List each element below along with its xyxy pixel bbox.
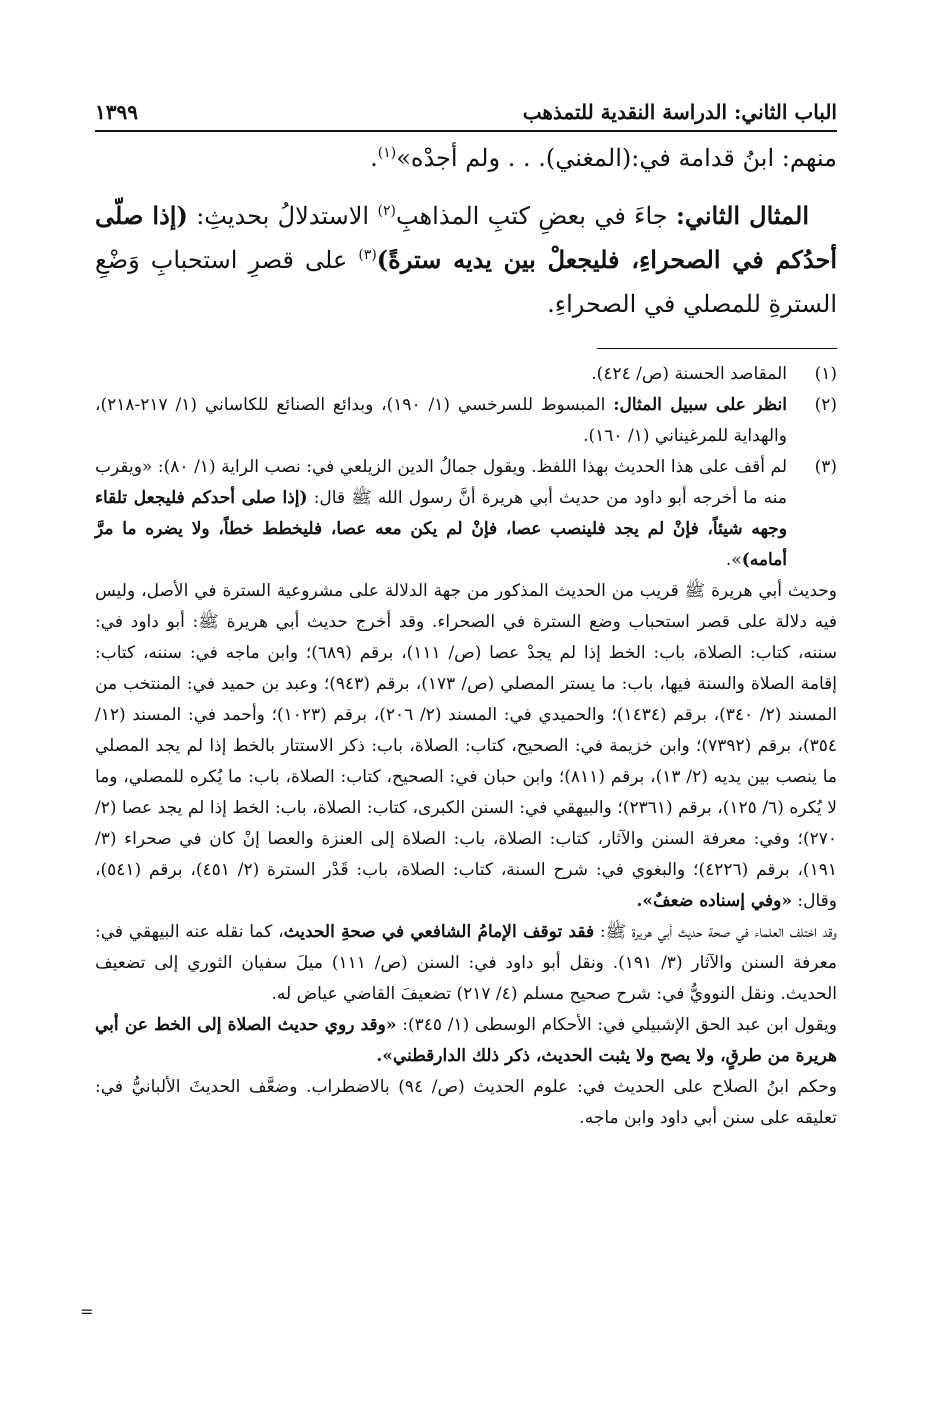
main-line-1-text: منهم: ابنُ قدامة في:(المغني). . . ولم أجدْه» xyxy=(396,144,837,172)
footnote-ref-2: (٢) xyxy=(377,203,396,219)
footnote-2-number: (٢) xyxy=(814,395,837,415)
footnote-2 xyxy=(95,390,837,452)
main-paragraph-2 xyxy=(95,194,837,326)
main-line-1-tail: . xyxy=(370,144,378,172)
footnote-3-text-1: لم أقف على هذا الحديث بهذا اللفظ. ويقول جمالُ الدين الزيلعي في: نصب الراية (١/ ٨٠): «ويقرب منه ما أخرجه أبو داود من حديث أبي هريرة أنَّ رسول الله ﷺ قال: xyxy=(95,457,787,508)
footnote-1-number: (١) xyxy=(814,364,837,384)
main-p2-text-2: الاستدلالُ بحديثِ: xyxy=(187,202,378,230)
footnote-1-text: المقاصد الحسنة (ص/ ٤٢٤). xyxy=(591,364,787,384)
footnote-ref-3: (٣) xyxy=(358,247,377,263)
footnote-3-text-3: ». xyxy=(725,550,742,570)
footnote-2-body xyxy=(95,390,787,452)
footnote-para-c-text: ويقول ابن عبد الحق الإشبيلي في: الأحكام الوسطى (١/ ٣٤٥): xyxy=(396,1015,837,1035)
footnote-para-a-quote: «وفي إسناده ضعفٌ». xyxy=(636,891,792,911)
footnote-para-b-text-2: ، كما نقله عنه البيهقي في: معرفة السنن والآثار (٣/ ١٩١). ونقل أبو داود في: السنن (ص/ ١١١) ميلَ سفيان الثوري إلى تضعيف الحديث. ونقل النوويُّ في: شرح صحيح مسلم (٤/ ٢١٧) تضعيفَ القاضي عياض له. xyxy=(95,922,837,1004)
footnote-3-paragraph-b xyxy=(95,917,837,1010)
continuation-mark: = xyxy=(80,1302,94,1321)
footnote-separator xyxy=(597,348,837,349)
main-line-1 xyxy=(95,136,837,180)
running-header xyxy=(95,100,837,132)
footnote-3-hadith: (إذا صلى أحدكم فليجعل تلقاء وجهه شيئاً، فإنْ لم يجد فلينصب عصا، فإنْ لم يكن معه عصا، فليخطط خطاً، ولا يضره ما مرَّ أمامه) xyxy=(95,488,787,570)
footnote-3-body xyxy=(95,452,787,576)
footnote-3-paragraph-c xyxy=(95,1010,837,1072)
example-lead: المثال الثاني: xyxy=(675,201,810,230)
footnote-1 xyxy=(95,359,837,390)
page-number: ١٣٩٩ xyxy=(95,100,138,124)
main-p2-text-3: على قصرِ استحبابِ وَضْعِ السترةِ للمصلي في الصحراءِ. xyxy=(95,246,837,318)
hadith-quote: (إذا صلّى أحدُكم في الصحراءِ، فليجعلْ بين يديه سترةً) xyxy=(95,201,837,274)
footnote-para-b-text-1: وقد اختلف العلماء في صحة حديث أبي هريرة ﷺ: xyxy=(594,922,837,942)
book-page xyxy=(95,100,837,1134)
footnote-3-number: (٣) xyxy=(814,457,837,477)
footnotes xyxy=(95,359,837,1134)
footnote-para-a-text: وحديث أبي هريرة ﷺ قريب من الحديث المذكور من جهة الدلالة على مشروعية السترة في الأصل، وليس فيه دلالة على قصر استحباب وضع السترة في الصحراء. وقد أخرج حديث أبي هريرة ﷺ: أبو داود في: سننه، كتاب: الصلاة، باب: الخط إذا لم يجدْ عصا (ص/ ١١١)، برقم (٦٨٩)؛ وابن ماجه في: سننه، كتاب: إقامة الصلاة والسنة فيها، باب: ما يستر المصلي (ص/ ١٧٣)، برقم (٩٤٣)؛ وعبد بن حميد في: المنتخب من المسند (٢/ ٣٤٠)، برقم (١٤٣٤)؛ والحميدي في: المسند (٢/ ٢٠٦)، برقم (١٠٢٣)؛ وأحمد في: المسند (١٢/ ٣٥٤)، برقم (٧٣٩٢)؛ وابن خزيمة في: الصحيح، كتاب: الصلاة، باب: ذكر الاستتار بالخط إذا لم يجد المصلي ما ينصب بين يديه (٢/ ١٣)، برقم (٨١١)؛ وابن حبان في: الصحيح، كتاب: الصلاة، باب: ما يُكره للمصلي، وما لا يُكره (٦/ ١٢٥)، برقم (٢٣٦١)؛ والبيهقي في: السنن الكبرى، كتاب: الصلاة، باب: الخط إذا لم يجد عصا (٢/ ٢٧٠)؛ وفي: معرفة السنن والآثار، كتاب: الصلاة، باب: الصلاة إلى العنزة والعصا إنْ كان في صحراء (٣/ ١٩١)، برقم (٤٢٢٦)؛ والبغوي في: شرح السنة، كتاب: الصلاة، باب: قَدْر السترة (٢/ ٤٥١)، برقم (٥٤١)، وقال: xyxy=(95,581,837,911)
main-text xyxy=(95,136,837,326)
chapter-title: الباب الثاني: الدراسة النقدية للتمذهب xyxy=(522,100,837,124)
footnote-3 xyxy=(95,452,837,576)
footnote-ref-1: (١) xyxy=(377,145,397,161)
footnote-para-b-bold: فقد توقف الإمامُ الشافعي في صحةِ الحديث xyxy=(283,922,595,942)
footnote-para-c-quote: «وقد روي حديث الصلاة إلى الخط عن أبي هريرة من طرقٍ، ولا يصح ولا يثبت الحديث، ذكر ذلك الدارقطني». xyxy=(95,1015,837,1066)
footnote-3-paragraph-a xyxy=(95,576,837,917)
footnote-3-paragraph-d: وحكم ابنُ الصلاح على الحديث في: علوم الحديث (ص/ ٩٤) بالاضطراب. وضعَّف الحديثَ الألبانيُّ في: تعليقه على سنن أبي داود وابن ماجه. xyxy=(95,1077,837,1128)
footnote-2-text: المبسوط للسرخسي (١/ ١٩٠)، وبدائع الصنائع للكاساني (١/ ٢١٧-٢١٨)، والهداية للمرغيناني (١/ ١٦٠). xyxy=(95,395,787,446)
main-p2-text-1: جاءَ في بعضِ كتبِ المذاهبِ xyxy=(395,202,676,230)
footnote-2-lead: انظر على سبيل المثال: xyxy=(613,395,787,415)
